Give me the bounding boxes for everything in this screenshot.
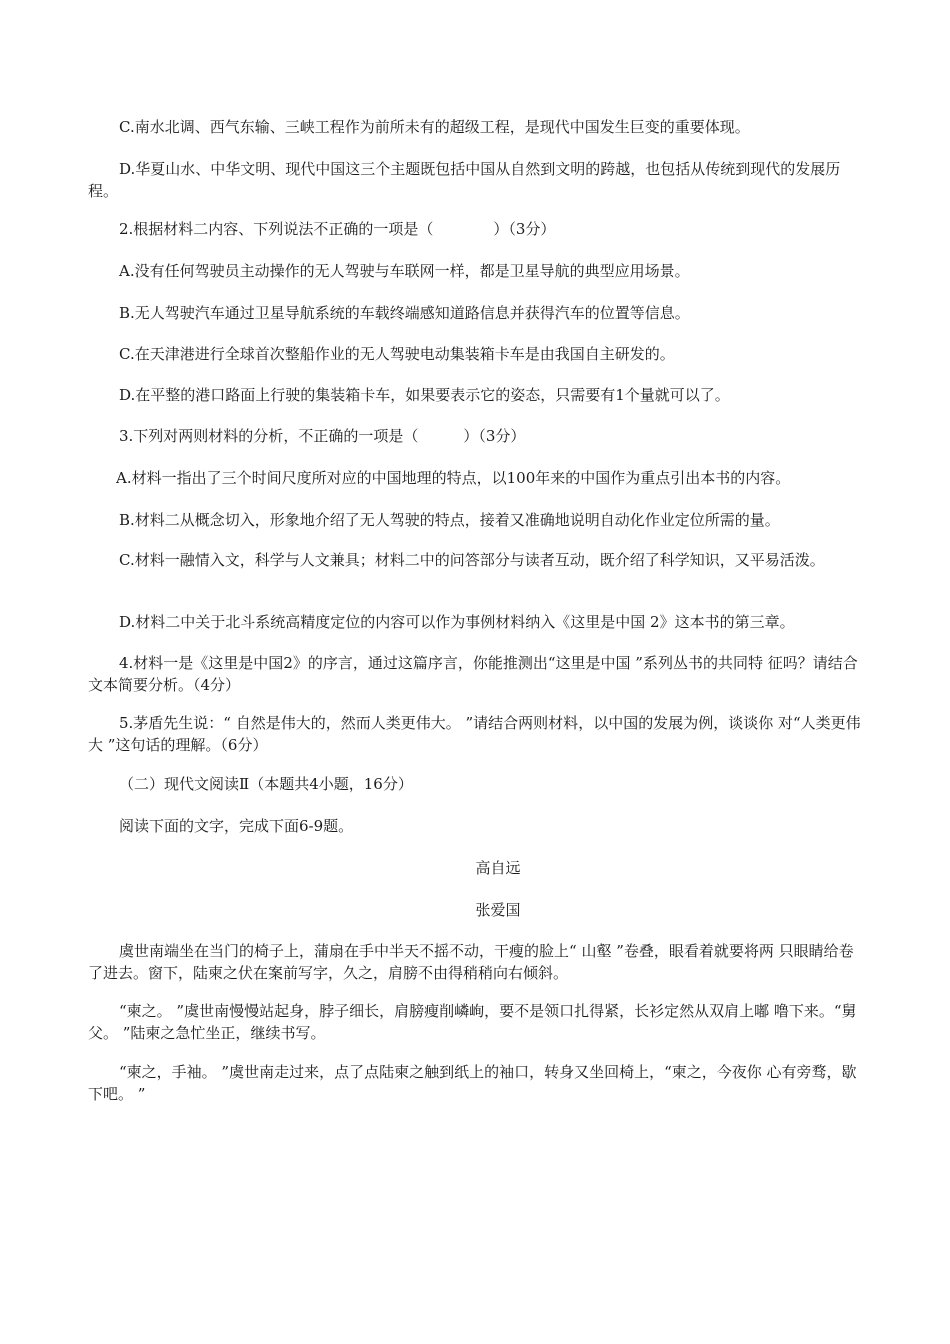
article-paragraph: “柬之。 ”虞世南慢慢站起身，脖子细长，肩膀瘦削嶙峋，要不是领口扎得紧，长衫定然从双肩上嘟 噜下来。“舅父。 ”陆柬之急忙坐正，继续书写。	[88, 1002, 857, 1042]
q1-option-c: C.南水北调、西气东输、三峡工程作为前所未有的超级工程，是现代中国发生巨变的重要体现。	[119, 118, 750, 136]
q2-stem: 2.根据材料二内容、下列说法不正确的一项是（ ）（3分）	[119, 220, 556, 238]
article-paragraph: “柬之，手袖。 ”虞世南走过来，点了点陆柬之触到纸上的袖口，转身又坐回椅上，“柬之，今夜你 心有旁骛，歇下吧。 ”	[88, 1063, 857, 1103]
q3-stem: 3.下列对两则材料的分析，不正确的一项是（ ）（3分）	[119, 427, 526, 445]
q2-option-a: A.没有任何驾驶员主动操作的无人驾驶与车联网一样，都是卫星导航的典型应用场景。	[119, 262, 690, 280]
q3-option-c: C.材料一融情入文，科学与人文兼具；材料二中的问答部分与读者互动，既介绍了科学知识，又平易活泼。	[119, 551, 825, 569]
q5-stem: 5.茅盾先生说：“ 自然是伟大的，然而人类更伟大。 ”请结合两则材料，以中国的发展为例，谈谈你 对“人类更伟大 ”这句话的理解。（6分）	[88, 714, 861, 754]
q2-option-b: B.无人驾驶汽车通过卫星导航系统的车载终端感知道路信息并获得汽车的位置等信息。	[119, 304, 690, 322]
q2-option-c: C.在天津港进行全球首次整船作业的无人驾驶电动集装箱卡车是由我国自主研发的。	[119, 345, 675, 363]
article-author: 张爱国	[475, 901, 521, 919]
q3-option-d: D.材料二中关于北斗系统高精度定位的内容可以作为事例材料纳入《这里是中国 2》这本书的第三章。	[119, 613, 795, 631]
q3-option-b: B.材料二从概念切入，形象地介绍了无人驾驶的特点，接着又准确地说明自动化作业定位所需的量。	[119, 511, 780, 529]
article-paragraph: 虞世南端坐在当门的椅子上，蒲扇在手中半天不摇不动，干瘦的脸上“ 山壑 ”卷叠，眼看着就要将两 只眼睛给卷了进去。窗下，陆柬之伏在案前写字，久之，肩膀不由得稍稍向右倾斜。	[88, 942, 854, 982]
q3-option-a: A.材料一指出了三个时间尺度所对应的中国地理的特点，以100年来的中国作为重点引出本书的内容。	[116, 469, 791, 487]
section2-instruction: 阅读下面的文字，完成下面6-9题。	[119, 817, 354, 835]
q4-stem: 4.材料一是《这里是中国2》的序言，通过这篇序言，你能推测出“这里是中国 ”系列丛书的共同特 征吗？请结合文本简要分析。（4分）	[88, 654, 858, 694]
q1-option-d: D.华夏山水、中华文明、现代中国这三个主题既包括中国从自然到文明的跨越，也包括从传统到现代的发展历程。	[88, 160, 841, 200]
section2-heading: （二）现代文阅读Ⅱ（本题共4小题，16分）	[119, 775, 413, 793]
q2-option-d: D.在平整的港口路面上行驶的集装箱卡车，如果要表示它的姿态，只需要有1个量就可以了。	[119, 386, 730, 404]
article-title: 高自远	[475, 859, 521, 877]
